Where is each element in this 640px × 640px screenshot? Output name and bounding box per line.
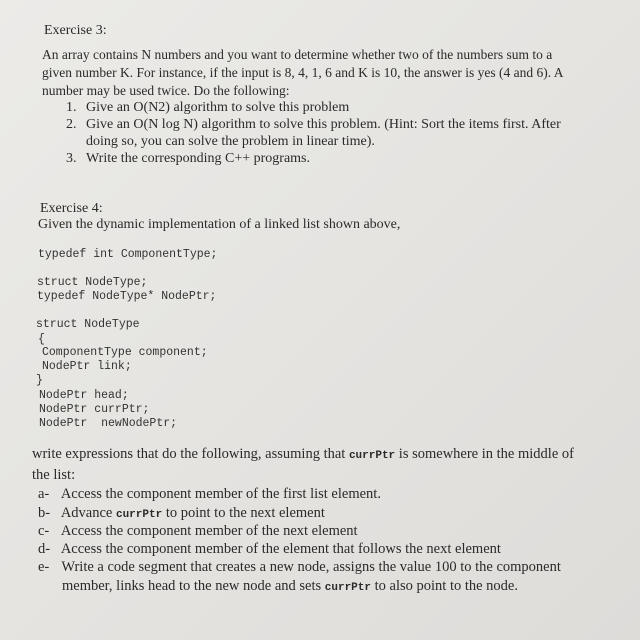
- item-label: b-: [38, 505, 51, 521]
- item-text: Give an O(N2) algorithm to solve this problem: [86, 100, 350, 115]
- item-number: 1.: [66, 100, 77, 115]
- item-text: Access the component member of the element that follows the next element: [60, 541, 501, 557]
- exercise-3-paragraph-line: An array contains N numbers and you want to determine whether two of the numbers sum to a: [42, 47, 553, 62]
- item-label: a-: [38, 486, 50, 502]
- item-label: e-: [38, 559, 50, 575]
- question-text: is somewhere in the middle of: [398, 446, 574, 462]
- code-line: NodePtr currPtr;: [39, 403, 150, 416]
- item-text: to also point to the node.: [374, 578, 518, 594]
- exercise-4-item-e: [38, 559, 561, 576]
- code-identifier: currPtr: [348, 450, 396, 462]
- exercise-4-item-c: [38, 523, 358, 540]
- item-text: member, links head to the new node and sets: [62, 578, 322, 594]
- exercise-4-question-cont: the list:: [32, 467, 76, 483]
- code-identifier: currPtr: [115, 509, 163, 521]
- item-number: 2.: [66, 117, 77, 132]
- item-label: c-: [38, 523, 50, 539]
- code-line: NodePtr head;: [39, 389, 129, 402]
- item-text: Access the component member of the next element: [60, 523, 358, 539]
- exercise-3-paragraph-line: number may be used twice. Do the following:: [42, 83, 290, 98]
- code-line: struct NodeType;: [37, 276, 148, 289]
- exercise-4-item-b: [38, 505, 325, 524]
- item-text: Access the component member of the first list element.: [60, 486, 381, 502]
- exercise-4-intro: Given the dynamic implementation of a linked list shown above,: [38, 217, 401, 232]
- code-line: {: [38, 333, 45, 346]
- question-text: write expressions that do the following, assuming that: [32, 446, 346, 462]
- exercise-3-item-2-cont: doing so, you can solve the problem in linear time).: [86, 134, 375, 149]
- code-line: struct NodeType: [36, 318, 140, 331]
- code-line: NodePtr link;: [42, 360, 132, 373]
- code-line: }: [36, 374, 43, 387]
- code-identifier: currPtr: [324, 582, 371, 594]
- item-label: d-: [38, 541, 51, 557]
- exercise-3-paragraph-line: given number K. For instance, if the input is 8, 4, 1, 6 and K is 10, the answer is yes (4 and 6). A: [42, 65, 564, 80]
- exercise-3-item-1: [66, 99, 349, 116]
- item-text: to point to the next element: [165, 505, 325, 521]
- item-text: Advance: [60, 505, 113, 521]
- item-number: 3.: [66, 151, 77, 166]
- code-line: typedef NodeType* NodePtr;: [37, 290, 217, 303]
- item-text: Give an O(N log N) algorithm to solve this problem. (Hint: Sort the items first. After: [86, 117, 561, 132]
- exercise-3-item-3: [66, 150, 310, 167]
- exercise-4-item-a: [38, 486, 381, 503]
- exercise-3-title: Exercise 3:: [44, 23, 107, 38]
- exercise-4-question: [32, 446, 574, 465]
- exercise-4-item-d: [38, 541, 501, 558]
- code-line: typedef int ComponentType;: [38, 248, 218, 261]
- exercise-3-item-2: [66, 116, 561, 133]
- exercise-4-item-e-cont: [62, 578, 518, 597]
- item-text: Write a code segment that creates a new node, assigns the value 100 to the component: [61, 559, 561, 575]
- item-text: Write the corresponding C++ programs.: [86, 151, 311, 166]
- code-line: ComponentType component;: [42, 346, 208, 359]
- exercise-4-title: Exercise 4:: [40, 201, 103, 216]
- code-line: NodePtr newNodePtr;: [39, 417, 178, 430]
